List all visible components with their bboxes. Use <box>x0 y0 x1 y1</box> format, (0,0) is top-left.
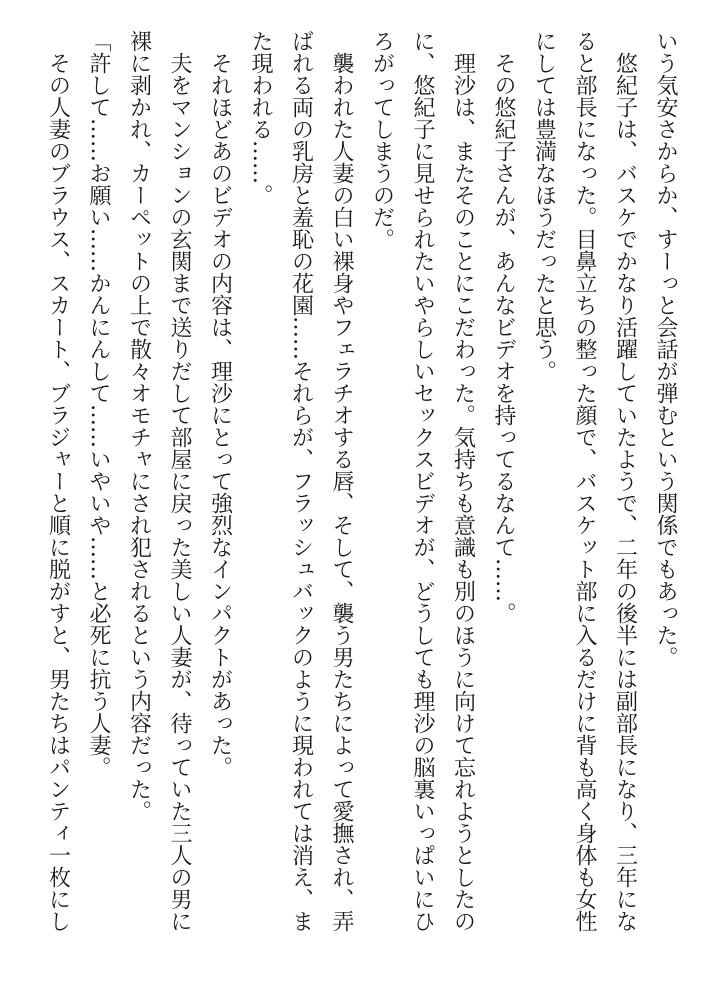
text-line-3: ると部長になった。目鼻立ちの整った顔で、バスケット部に入るだけに背も高く身体も女性 <box>572 30 597 932</box>
text-line-1: いう気安さからか、すーっと会話が弾むという関係でもあった。 <box>653 30 678 668</box>
text-line-12: それほどあのビデオの内容は、理沙にとって強烈なインパクトがあった。 <box>207 30 233 778</box>
text-line-9: 襲われた人妻の白い裸身やフェラチオする唇、そして、襲う男たちによって愛撫され、弄 <box>329 30 354 932</box>
text-line-5: その悠紀子さんが、あんなビデオを持ってるなんて……。 <box>491 30 516 624</box>
text-line-16: その人妻のブラウス、スカート、ブラジャーと順に脱がすと、男たちはパンティ一枚にし <box>45 30 71 932</box>
text-line-13: 夫をマンションの玄関まで送りだして部屋に戻った美しい人妻が、待っていた三人の男に <box>167 30 192 932</box>
vertical-text-body <box>37 30 685 980</box>
text-line-2: 悠紀子は、バスケでかなり活躍していたようで、二年の後半には副部長になり、三年にな <box>612 30 638 932</box>
text-line-7: に、悠紀子に見せられたいやらしいセックスビデオが、どうしても理沙の脳裏いっぱいにひ <box>410 30 435 932</box>
text-line-14: 裸に剥かれ、カーペットの上で散々オモチャにされ犯されるという内容だった。 <box>126 30 152 822</box>
text-line-8: ろがってしまうのだ。 <box>369 30 395 250</box>
text-line-10: ばれる両の乳房と羞恥の花園……それらが、フラッシュバックのように現われては消え、ま <box>288 30 314 932</box>
text-line-15: 「許して……お願い……かんにんして……いやいや……と必死に抗う人妻。 <box>86 30 111 778</box>
text-line-11: た現われる……。 <box>248 30 273 206</box>
text-line-6: 理沙は、またそのことにこだわった。気持ちも意識も別のほうに向けて忘れようとしたの <box>450 30 476 932</box>
text-line-4: にしては豊満なほうだったと思う。 <box>531 30 557 382</box>
